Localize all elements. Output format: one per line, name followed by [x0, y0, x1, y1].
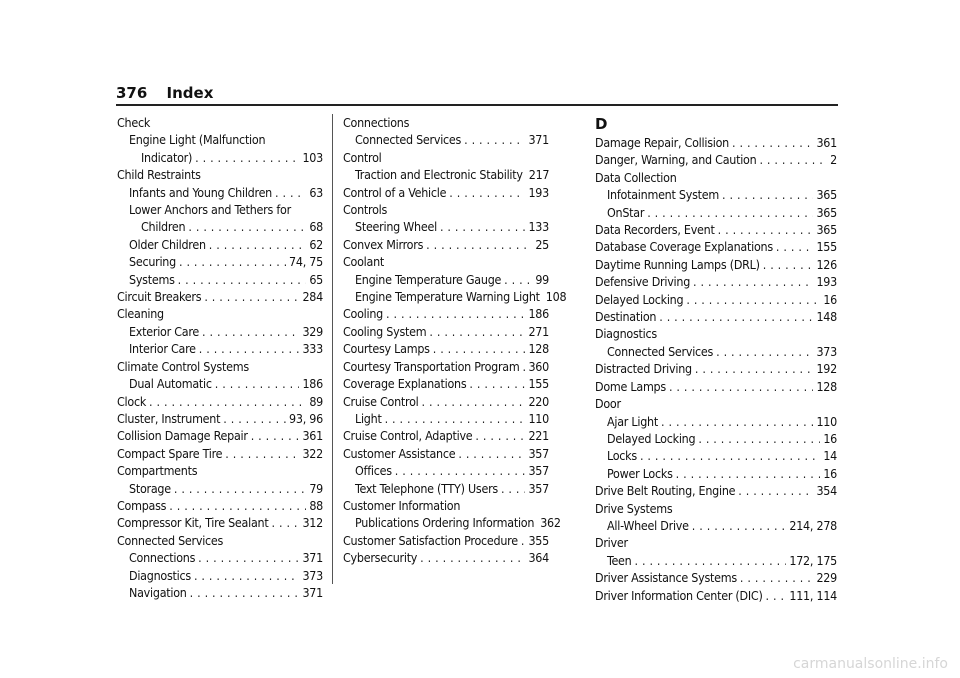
dot-leader	[504, 271, 532, 288]
dot-leader	[271, 514, 299, 531]
dot-leader	[223, 410, 286, 427]
index-entry-page: 322	[302, 445, 323, 461]
index-entry-label: OnStar	[607, 204, 645, 220]
index-entry	[343, 218, 549, 235]
index-entry-label: Cluster, Instrument	[117, 410, 221, 426]
column-divider	[332, 114, 333, 584]
index-entry-page: 214, 278	[789, 517, 837, 533]
dot-leader	[202, 323, 299, 340]
index-entry	[595, 378, 837, 395]
index-entry-label: Diagnostics	[129, 567, 191, 583]
index-entry-label: Securing	[129, 254, 176, 270]
index-entry-label: Control of a Vehicle	[343, 184, 447, 200]
index-entry-page: 99	[535, 271, 549, 287]
dot-leader	[215, 375, 300, 392]
index-entry-page: 65	[309, 271, 323, 287]
index-entry-label: Connections	[129, 550, 196, 566]
index-entry-label: Cooling	[343, 306, 384, 322]
index-entry	[117, 149, 323, 166]
index-entry-label: Distracted Driving	[595, 361, 692, 377]
dot-leader	[199, 340, 300, 357]
index-entry-label: All-Wheel Drive	[607, 517, 689, 533]
index-entry-label: Circuit Breakers	[117, 289, 202, 305]
index-entry	[343, 253, 549, 270]
index-entry	[117, 584, 323, 601]
index-entry-page: 371	[302, 550, 323, 566]
dot-leader	[458, 445, 525, 462]
index-entry-label: Courtesy Lamps	[343, 341, 430, 357]
index-entry-label: Driver Assistance Systems	[595, 570, 737, 586]
index-entry	[343, 288, 567, 305]
dot-leader	[718, 221, 814, 238]
index-entry-label: Door	[595, 396, 621, 412]
dot-leader	[635, 552, 787, 569]
index-entry	[595, 534, 837, 551]
index-entry	[595, 273, 837, 290]
index-entry	[595, 204, 837, 221]
index-entry	[343, 305, 549, 322]
index-entry-page: 329	[302, 323, 323, 339]
index-entry-page: 133	[528, 219, 549, 235]
index-entry	[117, 184, 323, 201]
index-entry	[343, 114, 549, 131]
dot-leader	[759, 151, 827, 168]
index-entry-label: Children	[141, 219, 186, 235]
dot-leader	[386, 305, 525, 322]
index-entry	[343, 271, 549, 288]
index-entry	[343, 236, 549, 253]
page-title: Index	[166, 84, 214, 102]
dot-leader	[225, 445, 299, 462]
dot-leader	[693, 273, 813, 290]
index-entry	[343, 427, 549, 444]
index-entry-label: Cybersecurity	[343, 550, 418, 566]
dot-leader	[429, 323, 525, 340]
index-entry	[117, 340, 323, 357]
index-entry	[117, 253, 323, 270]
index-entry-label: Exterior Care	[129, 323, 200, 339]
index-entry	[117, 218, 323, 235]
header-rule	[116, 104, 838, 106]
index-entry-label: Engine Temperature Warning Light	[355, 289, 540, 305]
index-entry-page: 284	[302, 289, 323, 305]
index-entry-page: 63	[309, 184, 323, 200]
index-entry-page: 2	[830, 152, 837, 168]
index-entry	[117, 514, 323, 531]
dot-leader	[251, 427, 300, 444]
index-entry-label: Danger, Warning, and Caution	[595, 152, 757, 168]
index-entry-label: Dome Lamps	[595, 378, 666, 394]
index-entry-page: 128	[816, 378, 837, 394]
dot-leader	[204, 288, 299, 305]
index-entry	[343, 149, 549, 166]
dot-leader	[198, 549, 299, 566]
index-entry-label: Coverage Explanations	[343, 376, 467, 392]
index-entry-page: 221	[528, 428, 549, 444]
index-entry-page: 88	[309, 497, 323, 513]
index-entry-label: Data Recorders, Event	[595, 222, 715, 238]
index-entry	[343, 549, 549, 566]
index-entry-label: Check	[117, 115, 151, 130]
index-entry-page: 108	[545, 289, 567, 305]
dot-leader	[698, 430, 820, 447]
index-entry	[595, 169, 837, 186]
index-entry-label: Traction and Electronic Stability	[355, 167, 523, 183]
index-entry-page: 354	[816, 483, 837, 499]
index-entry-page: 361	[816, 135, 837, 150]
section-letter: D	[595, 115, 608, 133]
index-entry	[117, 410, 323, 427]
dot-leader	[149, 393, 306, 410]
index-entry-page: 357	[528, 445, 549, 461]
dot-leader	[194, 567, 300, 584]
index-entry-page: 155	[528, 376, 549, 392]
index-entry-label: Collision Damage Repair	[117, 428, 248, 444]
index-entry-page: 271	[528, 323, 549, 339]
index-entry-page: 128	[528, 341, 549, 357]
index-entry-label: Connected Services	[607, 343, 714, 359]
index-entry-label: Locks	[607, 448, 637, 464]
index-entry	[595, 238, 837, 255]
index-entry-label: Interior Care	[129, 341, 196, 357]
dot-leader	[695, 360, 814, 377]
dot-leader	[179, 253, 286, 270]
index-entry-page: 373	[302, 567, 323, 583]
index-entry-label: Clock	[117, 393, 147, 409]
dot-leader	[763, 256, 814, 273]
index-entry-label: Ajar Light	[607, 413, 658, 429]
index-entry-label: Control	[343, 149, 382, 165]
index-entry-page: 355	[528, 532, 549, 548]
dot-leader	[722, 186, 813, 203]
index-entry-label: Defensive Driving	[595, 274, 691, 290]
index-entry	[595, 517, 837, 534]
index-entry-label: Infotainment System	[607, 187, 719, 203]
index-entry-page: 89	[309, 393, 323, 409]
index-entry	[343, 201, 549, 218]
index-entry-label: Diagnostics	[595, 326, 657, 342]
dot-leader	[716, 343, 813, 360]
index-entry-page: 110	[528, 410, 549, 426]
index-entry-page: 74, 75	[289, 254, 323, 270]
index-entry-page: 186	[528, 306, 549, 322]
index-entry-page: 155	[816, 239, 837, 255]
index-entry-label: Driver Information Center (DIC)	[595, 587, 763, 603]
index-entry-label: Drive Belt Routing, Engine	[595, 483, 736, 499]
dot-leader	[740, 569, 814, 586]
dot-leader	[659, 308, 813, 325]
index-entry-page: 360	[528, 358, 549, 374]
index-entry	[117, 549, 323, 566]
index-entry	[595, 413, 837, 430]
index-entry-page: 110	[816, 413, 837, 429]
index-entry-label: Connected Services	[117, 532, 224, 548]
index-entry	[343, 445, 549, 462]
index-entry	[117, 497, 323, 514]
index-entry	[117, 271, 323, 288]
index-entry-label: Infants and Young Children	[129, 184, 272, 200]
dot-leader	[661, 413, 813, 430]
index-entry-label: Older Children	[129, 236, 206, 252]
index-entry-label: Driver	[595, 535, 628, 551]
index-entry	[117, 567, 323, 584]
index-entry	[117, 166, 323, 183]
index-entry-label: Navigation	[129, 584, 187, 600]
page-header	[116, 84, 213, 102]
index-entry-label: Engine Light (Malfunction	[129, 132, 266, 148]
index-entry-label: Customer Satisfaction Procedure	[343, 532, 518, 548]
index-entry-page: 25	[535, 236, 549, 252]
index-entry	[343, 358, 549, 375]
index-entry-label: Dual Automatic	[129, 376, 212, 392]
index-entry-label: Cooling System	[343, 323, 427, 339]
index-entry-label: Daytime Running Lamps (DRL)	[595, 256, 760, 272]
dot-leader	[178, 271, 307, 288]
dot-leader	[420, 549, 525, 566]
index-entry	[117, 288, 323, 305]
index-entry-page: 364	[528, 550, 549, 566]
index-entry-label: Teen	[607, 552, 632, 568]
dot-leader	[669, 378, 814, 395]
index-entry	[595, 430, 837, 447]
index-entry-page: 14	[823, 448, 837, 464]
index-entry	[595, 482, 837, 499]
dot-leader	[275, 184, 306, 201]
index-entry-label: Courtesy Transportation Program	[343, 358, 520, 374]
dot-leader	[738, 482, 813, 499]
dot-leader	[433, 340, 526, 357]
index-entry	[117, 114, 323, 131]
index-entry-label: Customer Assistance	[343, 445, 456, 461]
index-entry-label: Systems	[129, 271, 175, 287]
index-entry	[117, 480, 323, 497]
watermark: carmanualsonline.info	[793, 656, 948, 672]
index-entry-page: 220	[528, 393, 549, 409]
index-entry-label: Offices	[355, 463, 392, 479]
index-entry	[343, 480, 549, 497]
index-entry-page: 111, 114	[789, 587, 837, 603]
index-entry-page: 192	[816, 361, 837, 377]
dot-leader	[174, 480, 306, 497]
index-column-3	[595, 114, 837, 604]
dot-leader	[385, 410, 526, 427]
index-entry	[343, 184, 549, 201]
index-entry	[595, 291, 837, 308]
index-entry-label: Indicator)	[141, 149, 193, 165]
index-entry	[595, 308, 837, 325]
index-entry	[117, 532, 323, 549]
index-entry-label: Text Telephone (TTY) Users	[355, 480, 498, 496]
dot-leader	[469, 375, 525, 392]
index-entry	[117, 305, 323, 322]
dot-leader	[475, 427, 525, 444]
index-entry	[343, 166, 549, 183]
index-entry	[595, 360, 837, 377]
index-entry-page: 333	[302, 341, 323, 357]
index-entry	[117, 131, 323, 148]
index-entry-page: 365	[816, 187, 837, 203]
index-entry	[595, 447, 837, 464]
index-entry-label: Light	[355, 410, 382, 426]
index-entry-page: 312	[302, 515, 323, 531]
index-entry-label: Steering Wheel	[355, 219, 437, 235]
index-entry	[595, 465, 837, 482]
index-entry-page: 16	[823, 465, 837, 481]
dot-leader	[426, 236, 532, 253]
index-entry	[595, 151, 837, 168]
index-entry-label: Engine Temperature Gauge	[355, 271, 502, 287]
index-entry-page: 93, 96	[289, 410, 323, 426]
index-entry-label: Compact Spare Tire	[117, 445, 223, 461]
index-entry-label: Storage	[129, 480, 171, 496]
index-entry-page: 217	[528, 167, 550, 183]
index-entry	[343, 131, 549, 148]
index-entry	[117, 462, 323, 479]
dot-leader	[169, 497, 306, 514]
dot-leader	[676, 465, 821, 482]
index-entry-page: 193	[528, 184, 549, 200]
index-entry	[343, 462, 549, 479]
index-entry	[117, 445, 323, 462]
index-entry	[343, 340, 549, 357]
index-entry-page: 371	[302, 584, 323, 600]
index-entry	[595, 134, 837, 151]
index-entry	[117, 201, 323, 218]
index-entry-label: Publications Ordering Information	[355, 515, 535, 531]
dot-leader	[501, 480, 526, 497]
index-column-2	[343, 114, 567, 567]
index-entry-page: 365	[816, 222, 837, 238]
index-entry-label: Connections	[343, 115, 410, 130]
index-entry-page: 357	[528, 463, 549, 479]
dot-leader	[732, 134, 813, 151]
index-entry-page: 357	[528, 480, 549, 496]
dot-leader	[190, 584, 300, 601]
index-entry-page: 126	[816, 256, 837, 272]
index-entry	[117, 358, 323, 375]
index-entry-label: Database Coverage Explanations	[595, 239, 773, 255]
index-entry-page: 362	[540, 515, 561, 531]
index-entry	[117, 323, 323, 340]
index-entry-label: Child Restraints	[117, 167, 201, 183]
index-entry-label: Controls	[343, 202, 388, 218]
index-entry-page: 103	[302, 149, 323, 165]
index-entry-page: 62	[309, 236, 323, 252]
index-entry-label: Cruise Control, Adaptive	[343, 428, 473, 444]
index-entry	[117, 427, 323, 444]
index-entry-label: Delayed Locking	[595, 291, 684, 307]
index-entry	[117, 393, 323, 410]
dot-leader	[440, 218, 526, 235]
index-entry-label: Power Locks	[607, 465, 673, 481]
page-number: 376	[116, 84, 148, 102]
index-entry-page: 16	[823, 291, 837, 307]
dot-leader	[521, 532, 526, 549]
index-entry	[595, 343, 837, 360]
index-entry-label: Cleaning	[117, 306, 164, 322]
dot-leader	[776, 238, 814, 255]
index-entry-page: 186	[302, 376, 323, 392]
index-entry-label: Data Collection	[595, 169, 677, 185]
index-entry-label: Climate Control Systems	[117, 358, 249, 374]
index-entry-label: Compressor Kit, Tire Sealant	[117, 515, 269, 531]
index-entry-page: 148	[816, 309, 837, 325]
index-entry-label: Damage Repair, Collision	[595, 135, 729, 150]
index-entry-page: 193	[816, 274, 837, 290]
index-entry	[595, 569, 837, 586]
index-entry-page: 373	[816, 343, 837, 359]
dot-leader	[647, 204, 813, 221]
index-entry-label: Coolant	[343, 254, 385, 270]
index-entry	[117, 236, 323, 253]
dot-leader	[692, 517, 787, 534]
index-entry-label: Connected Services	[355, 132, 462, 148]
index-entry	[595, 500, 837, 517]
index-entry-label: Destination	[595, 309, 657, 325]
dot-leader	[395, 462, 526, 479]
index-entry-page: 68	[309, 219, 323, 235]
index-entry-label: Compass	[117, 497, 167, 513]
dot-leader	[209, 236, 307, 253]
index-entry-page: 229	[816, 570, 837, 586]
dot-leader	[449, 184, 525, 201]
index-entry-page: 79	[309, 480, 323, 496]
index-entry	[343, 514, 561, 531]
index-entry-page: 172, 175	[789, 552, 837, 568]
index-entry	[343, 393, 549, 410]
index-entry-label: Lower Anchors and Tethers for	[129, 202, 291, 218]
dot-leader	[188, 218, 306, 235]
index-entry	[343, 375, 549, 392]
index-entry	[343, 410, 549, 427]
dot-leader	[640, 447, 820, 464]
index-entry	[343, 497, 549, 514]
index-entry	[595, 587, 837, 604]
dot-leader	[686, 291, 820, 308]
index-entry-page: 371	[528, 132, 549, 148]
index-entry	[595, 256, 837, 273]
index-entry-label: Customer Information	[343, 497, 461, 513]
dot-leader	[195, 149, 299, 166]
dot-leader	[766, 587, 787, 604]
index-column-1	[117, 114, 323, 601]
dot-leader	[523, 358, 526, 375]
index-entry-label: Convex Mirrors	[343, 236, 424, 252]
index-entry	[595, 221, 837, 238]
index-entry	[343, 323, 549, 340]
dot-leader	[422, 393, 526, 410]
index-entry-page: 365	[816, 204, 837, 220]
index-entry	[117, 375, 323, 392]
index-entry	[343, 532, 549, 549]
index-entry-page: 361	[302, 428, 323, 444]
index-entry	[595, 395, 837, 412]
index-entry-label: Compartments	[117, 463, 198, 479]
index-entry-label: Cruise Control	[343, 393, 419, 409]
index-entry-label: Drive Systems	[595, 500, 673, 516]
index-entry	[595, 552, 837, 569]
index-entry	[595, 186, 837, 203]
index-entry-page: 16	[823, 430, 837, 446]
index-entry	[595, 325, 837, 342]
dot-leader	[464, 131, 525, 148]
index-entry-label: Delayed Locking	[607, 430, 696, 446]
